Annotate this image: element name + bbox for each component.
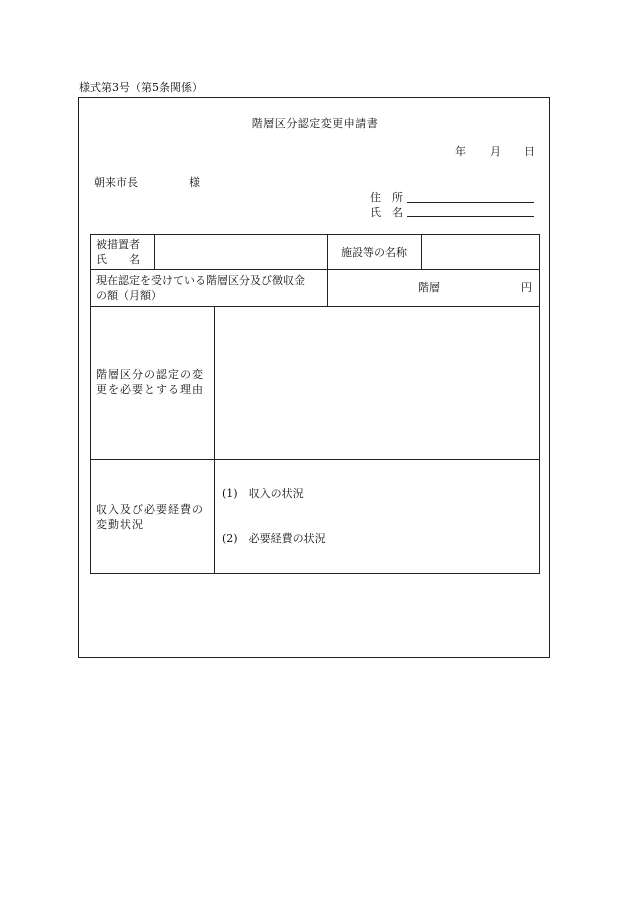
current-tier-label-line: 現在認定を受けている階層区分及び徴収金 [96, 274, 305, 287]
table-rule [90, 573, 540, 574]
beneficiary-label-line: 被措置者 [96, 238, 140, 251]
beneficiary-name-label [96, 237, 140, 267]
current-tier-label-line: の額（月額） [96, 289, 162, 302]
addressee-honorific: 様 [189, 176, 200, 189]
date-day-label: 日 [524, 145, 535, 158]
tier-unit-label: 階層 [418, 281, 440, 294]
yen-unit-label: 円 [521, 281, 532, 294]
table-rule [90, 234, 91, 574]
beneficiary-name-field[interactable] [155, 235, 326, 268]
applicant-name-label: 氏 名 [370, 206, 403, 219]
income-change-label-line: 変動状況 [96, 518, 144, 531]
beneficiary-label-line: 氏 名 [96, 253, 140, 266]
income-status-item: (1) 収入の状況 [222, 487, 304, 500]
income-change-label [96, 502, 204, 532]
applicant-address-label: 住 所 [370, 191, 403, 204]
date-year-label: 年 [455, 145, 466, 158]
income-change-field[interactable] [215, 460, 538, 572]
change-reason-field[interactable] [215, 307, 538, 458]
change-reason-label-line: 階層区分の認定の変 [96, 368, 204, 381]
document-title: 階層区分認定変更申請書 [251, 117, 379, 130]
facility-name-field[interactable] [422, 235, 538, 268]
current-tier-field[interactable] [328, 270, 538, 305]
table-rule [539, 234, 540, 574]
income-change-label-line: 収入及び必要経費の [96, 503, 204, 516]
form-reference: 様式第3号（第5条関係） [79, 81, 203, 94]
current-tier-label [96, 273, 305, 303]
change-reason-label [96, 367, 204, 397]
application-table [90, 234, 540, 574]
expense-status-item: (2) 必要経費の状況 [222, 532, 326, 545]
applicant-address-line[interactable] [407, 202, 534, 203]
date-month-label: 月 [490, 145, 501, 158]
applicant-name-line[interactable] [407, 216, 534, 217]
facility-name-label: 施設等の名称 [341, 246, 407, 259]
change-reason-label-line: 更を必要とする理由 [96, 383, 204, 396]
addressee: 朝来市長 [94, 176, 138, 189]
